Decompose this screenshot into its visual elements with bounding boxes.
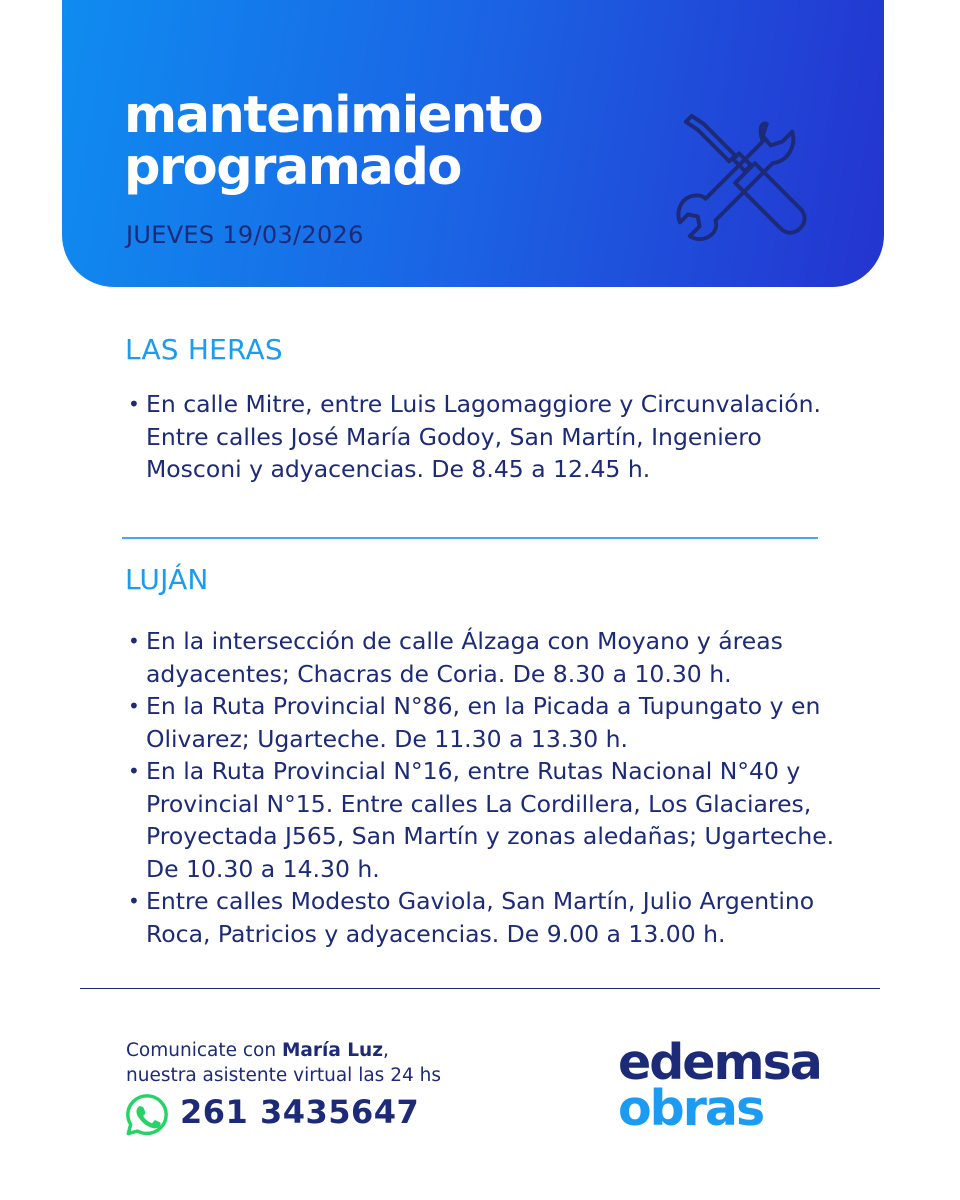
brand-logo-top: edemsa: [618, 1034, 821, 1091]
contact-prefix: Comunicate con: [126, 1040, 282, 1061]
brand-logo-bottom: obras: [618, 1080, 764, 1137]
section-title-lujan: LUJÁN: [125, 563, 209, 596]
lujan-list: [128, 625, 838, 950]
list-item: • En la Ruta Provincial N°86, en la Picada a Tupungato y en Olivarez; Ugarteche. De 11.30 a 13.30 h.: [128, 690, 838, 755]
title-line-2: programado: [124, 138, 461, 197]
phone-number[interactable]: 261 3435647: [180, 1093, 420, 1131]
contact-suffix: ,: [382, 1040, 389, 1061]
section-divider: [122, 537, 818, 539]
title-line-1: mantenimiento: [124, 86, 543, 145]
tools-icon: [676, 110, 814, 248]
section-title-las-heras: LAS HERAS: [125, 333, 283, 366]
contact-line-2: nuestra asistente virtual las 24 hs: [126, 1065, 441, 1086]
footer-divider: [80, 988, 880, 989]
list-item: • En la Ruta Provincial N°16, entre Rutas Nacional N°40 y Provincial N°15. Entre calles La Cordillera, Los Glaciares, Proyectada J565, San Martín y zonas aledañas; Ugarteche. De 10.30 a 14.30 h.: [128, 755, 838, 885]
date-label: JUEVES 19/03/2026: [126, 221, 364, 249]
list-item: • En calle Mitre, entre Luis Lagomaggiore y Circunvalación. Entre calles José María Godoy, San Martín, Ingeniero Mosconi y adyacencias. De 8.45 a 12.45 h.: [128, 388, 838, 486]
list-item: • En la intersección de calle Álzaga con Moyano y áreas adyacentes; Chacras de Coria. De 8.30 a 10.30 h.: [128, 625, 838, 690]
contact-line-1: [126, 1038, 389, 1063]
page-title: [124, 86, 543, 197]
las-heras-list: [128, 388, 838, 486]
whatsapp-icon[interactable]: [124, 1092, 170, 1138]
assistant-name: María Luz: [281, 1040, 383, 1061]
brand-logo: [618, 1034, 821, 1137]
list-item: • Entre calles Modesto Gaviola, San Martín, Julio Argentino Roca, Patricios y adyacencias. De 9.00 a 13.00 h.: [128, 885, 838, 950]
